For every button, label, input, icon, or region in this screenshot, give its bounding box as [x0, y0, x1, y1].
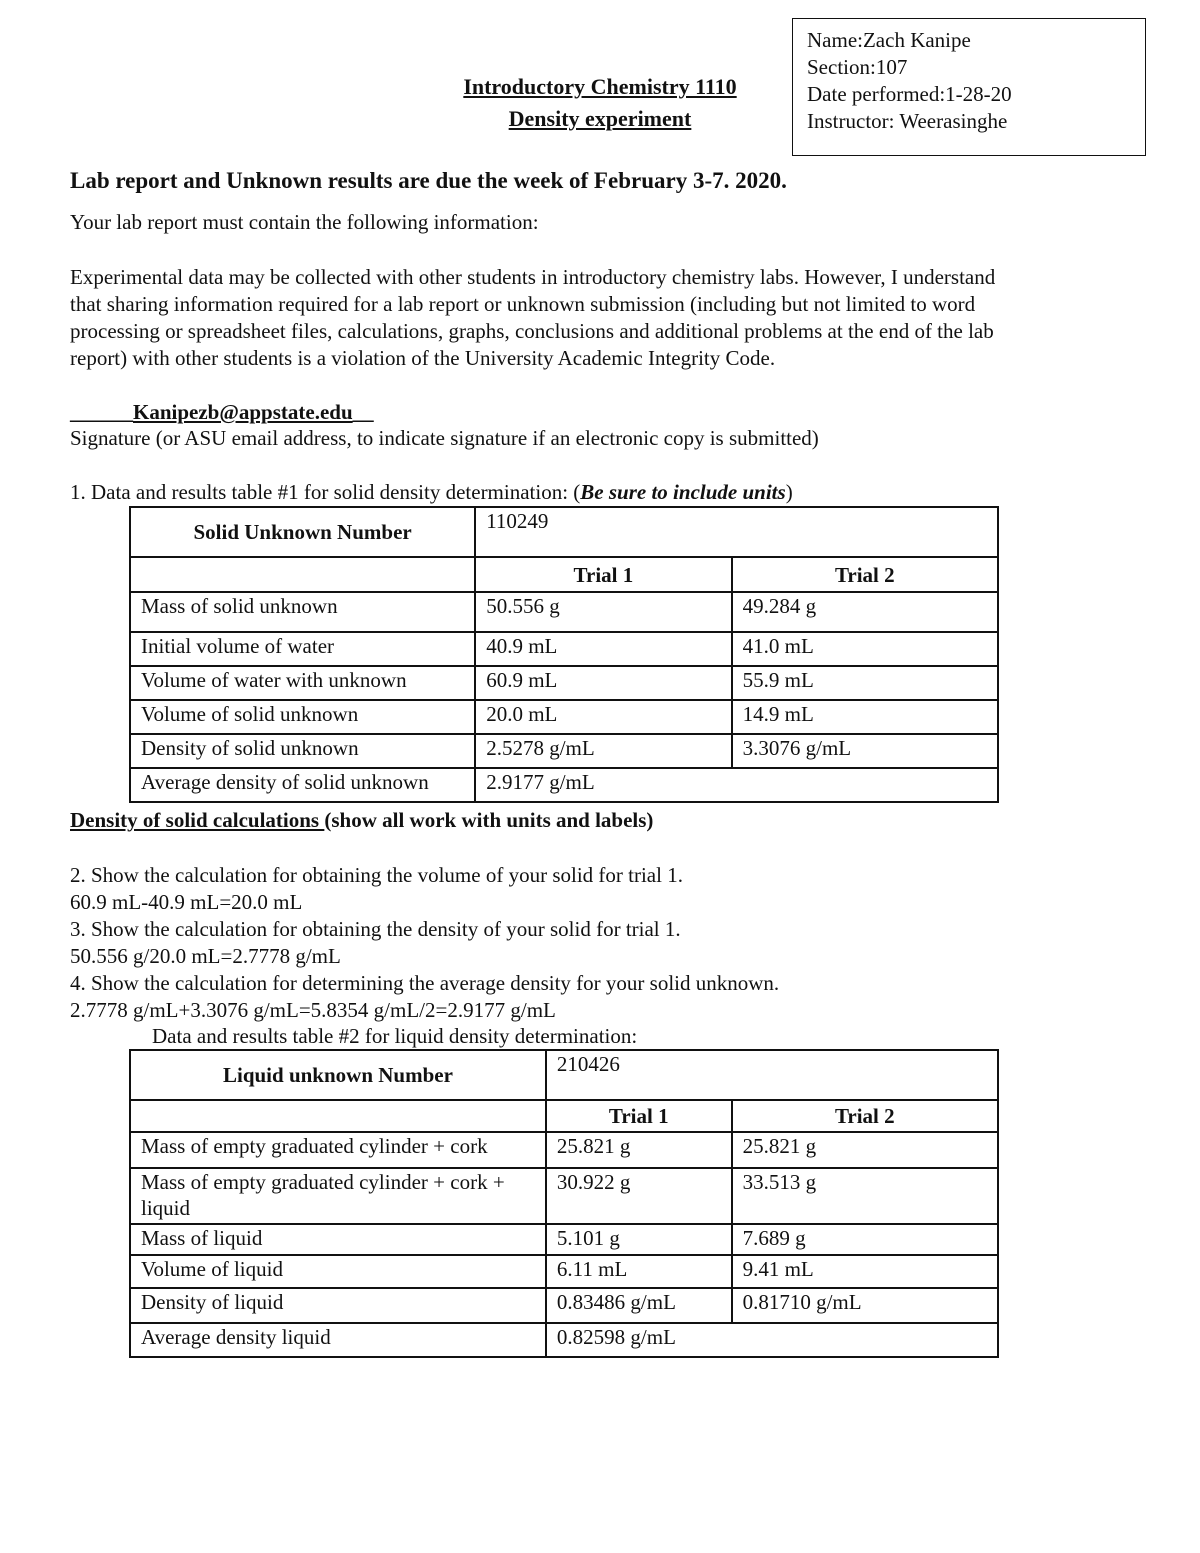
table-row	[130, 557, 998, 592]
calculations-heading	[70, 808, 653, 833]
calculations-heading-underlined: Density of solid calculations	[70, 808, 325, 832]
signature-line	[70, 400, 374, 425]
question-2: 2. Show the calculation for obtaining the volume of your solid for trial 1.	[70, 863, 683, 887]
table-row	[130, 666, 998, 700]
trial1-value: 60.9 mL	[475, 666, 731, 700]
table-row	[130, 507, 998, 557]
table1-heading	[70, 480, 793, 505]
integrity-line: report) with other students is a violation of the University Academic Integrity Code.	[70, 346, 776, 370]
student-info-box	[792, 18, 1146, 156]
section-number: Section:107	[807, 55, 908, 79]
trial2-value: 14.9 mL	[732, 700, 998, 734]
trial2-value: 41.0 mL	[732, 632, 998, 666]
course-title: Introductory Chemistry 1110	[463, 74, 737, 99]
trial1-value: 5.101 g	[546, 1224, 732, 1255]
trial1-value: 30.922 g	[546, 1168, 732, 1224]
trial2-value: 49.284 g	[732, 592, 998, 632]
trial2-header: Trial 2	[732, 1100, 998, 1132]
row-label: Initial volume of water	[130, 632, 475, 666]
table-row	[130, 1224, 998, 1255]
row-label: Density of liquid	[130, 1288, 546, 1323]
empty-cell	[130, 1100, 546, 1132]
avg-label: Average density of solid unknown	[130, 768, 475, 802]
table-row	[130, 592, 998, 632]
row-label: Mass of empty graduated cylinder + cork	[130, 1132, 546, 1168]
table-row	[130, 768, 998, 802]
question-3: 3. Show the calculation for obtaining the density of your solid for trial 1.	[70, 917, 681, 941]
signature-blank-lead: ______	[70, 400, 133, 424]
table-row	[130, 734, 998, 768]
trial1-header: Trial 1	[546, 1100, 732, 1132]
table1-heading-emphasis: Be sure to include units	[580, 480, 786, 504]
integrity-line: that sharing information required for a lab report or unknown submission (including but not limited to word	[70, 292, 976, 316]
trial1-value: 2.5278 g/mL	[475, 734, 731, 768]
table2-caption: Data and results table #2 for liquid density determination:	[152, 1024, 638, 1048]
signature-blank-trail: __	[352, 400, 374, 424]
row-label: Mass of empty graduated cylinder + cork + liquid	[130, 1168, 546, 1224]
solid-unknown-value: 110249	[475, 507, 998, 557]
trial2-value: 9.41 mL	[732, 1255, 998, 1288]
calculations-block	[70, 862, 1140, 1024]
trial2-value: 25.821 g	[732, 1132, 998, 1168]
integrity-statement	[70, 264, 1140, 372]
table-row	[130, 1050, 998, 1100]
trial1-value: 25.821 g	[546, 1132, 732, 1168]
instructor-name: Instructor: Weerasinghe	[807, 109, 1008, 133]
avg-label: Average density liquid	[130, 1323, 546, 1357]
integrity-line: processing or spreadsheet files, calculations, graphs, conclusions and additional problems at the end of the lab	[70, 319, 994, 343]
row-label: Density of solid unknown	[130, 734, 475, 768]
intro-text: Your lab report must contain the following information:	[70, 210, 539, 234]
calculations-heading-rest: (show all work with units and labels)	[324, 808, 654, 832]
row-label: Mass of solid unknown	[130, 592, 475, 632]
avg-value: 0.82598 g/mL	[546, 1323, 998, 1357]
trial1-value: 0.83486 g/mL	[546, 1288, 732, 1323]
answer-4: 2.7778 g/mL+3.3076 g/mL=5.8354 g/mL/2=2.9177 g/mL	[70, 998, 556, 1022]
trial1-value: 6.11 mL	[546, 1255, 732, 1288]
table-row	[130, 1255, 998, 1288]
integrity-line: Experimental data may be collected with other students in introductory chemistry labs. However, I understand	[70, 265, 996, 289]
trial1-header: Trial 1	[475, 557, 731, 592]
table-row	[130, 700, 998, 734]
table-row	[130, 632, 998, 666]
trial1-value: 20.0 mL	[475, 700, 731, 734]
liquid-unknown-label: Liquid unknown Number	[130, 1050, 546, 1100]
signature-caption: Signature (or ASU email address, to indicate signature if an electronic copy is submitted)	[70, 426, 819, 450]
table-row	[130, 1323, 998, 1357]
trial2-value: 7.689 g	[732, 1224, 998, 1255]
answer-2: 60.9 mL-40.9 mL=20.0 mL	[70, 890, 303, 914]
trial2-header: Trial 2	[732, 557, 998, 592]
row-label: Volume of liquid	[130, 1255, 546, 1288]
row-label: Volume of water with unknown	[130, 666, 475, 700]
trial2-value: 0.81710 g/mL	[732, 1288, 998, 1323]
answer-3: 50.556 g/20.0 mL=2.7778 g/mL	[70, 944, 341, 968]
table-row	[130, 1132, 998, 1168]
liquid-unknown-value: 210426	[546, 1050, 998, 1100]
student-name: Name:Zach Kanipe	[807, 28, 971, 52]
signature-email: Kanipezb@appstate.edu	[133, 400, 353, 424]
avg-value: 2.9177 g/mL	[475, 768, 998, 802]
date-performed: Date performed:1-28-20	[807, 82, 1012, 106]
table-row	[130, 1100, 998, 1132]
trial1-value: 40.9 mL	[475, 632, 731, 666]
trial2-value: 33.513 g	[732, 1168, 998, 1224]
table1-heading-prefix: 1. Data and results table #1 for solid density determination: (	[70, 480, 581, 504]
solid-unknown-label: Solid Unknown Number	[130, 507, 475, 557]
table-row	[130, 1168, 998, 1224]
solid-density-table	[129, 506, 999, 803]
trial1-value: 50.556 g	[475, 592, 731, 632]
liquid-density-table	[129, 1049, 999, 1358]
due-notice: Lab report and Unknown results are due the week of February 3-7. 2020.	[70, 168, 787, 193]
trial2-value: 55.9 mL	[732, 666, 998, 700]
table-row	[130, 1288, 998, 1323]
trial2-value: 3.3076 g/mL	[732, 734, 998, 768]
row-label: Volume of solid unknown	[130, 700, 475, 734]
table1-heading-suffix: )	[785, 480, 793, 504]
experiment-title: Density experiment	[508, 106, 692, 131]
question-4: 4. Show the calculation for determining the average density for your solid unknown.	[70, 971, 780, 995]
empty-cell	[130, 557, 475, 592]
row-label: Mass of liquid	[130, 1224, 546, 1255]
